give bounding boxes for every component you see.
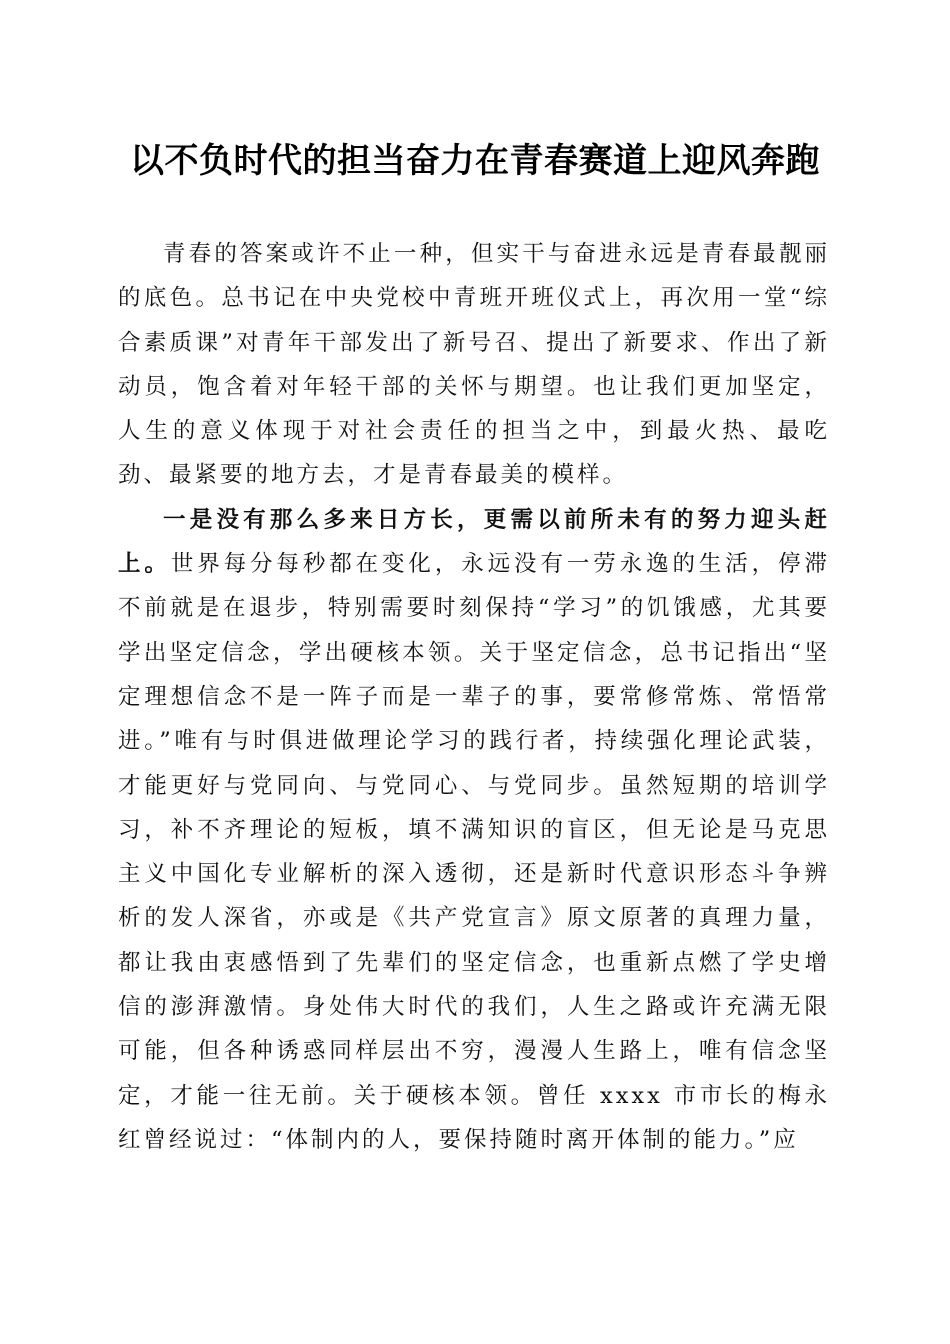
document-body: [118, 232, 830, 1162]
paragraph-lead: 一是没有那么多来日方长，更需以前所未有的努力迎头赶上。: [118, 506, 830, 578]
paragraph-text: 世界每分每秒都在变化，永远没有一劳永逸的生活，停滞不前就是在退步，特别需要时刻保持“学习”的饥饿感，尤其要学出坚定信念，学出硬核本领。关于坚定信念，总书记指出“坚定理想信念不是一阵子而是一辈子的事，要常修常炼、常悟常进。”唯有与时俱进做理论学习的践行者，持续强化理论武装，才能更好与党同向、与党同心、与党同步。虽然短期的培训学习，补不齐理论的短板，填不满知识的盲区，但无论是马克思主义中国化专业解析的深入透彻，还是新时代意识形态斗争辨析的发人深省，亦或是《共产党宣言》原文原著的真理力量，都让我由衷感悟到了先辈们的坚定信念，也重新点燃了学史增信的澎湃激情。身处伟大时代的我们，人生之路或许充满无限可能，但各种诱惑同样层出不穷，漫漫人生路上，唯有信念坚定，才能一往无前。关于硬核本领。曾任 xxxx 市市长的梅永红曾经说过：“体制内的人，要保持随时离开体制的能力。”应: [118, 551, 830, 1153]
paragraph-text: 青春的答案或许不止一种，但实干与奋进永远是青春最靓丽的底色。总书记在中央党校中青班开班仪式上，再次用一堂“综合素质课”对青年干部发出了新号召、提出了新要求、作出了新动员，饱含着对年轻干部的关怀与期望。也让我们更加坚定，人生的意义体现于对社会责任的担当之中，到最火热、最吃劲、最紧要的地方去，才是青春最美的模样。: [118, 241, 830, 489]
paragraph-intro: [118, 232, 830, 498]
paragraph-point-one: [118, 498, 830, 1162]
document-title: 以不负时代的担当奋力在青春赛道上迎风奔跑: [130, 141, 820, 181]
